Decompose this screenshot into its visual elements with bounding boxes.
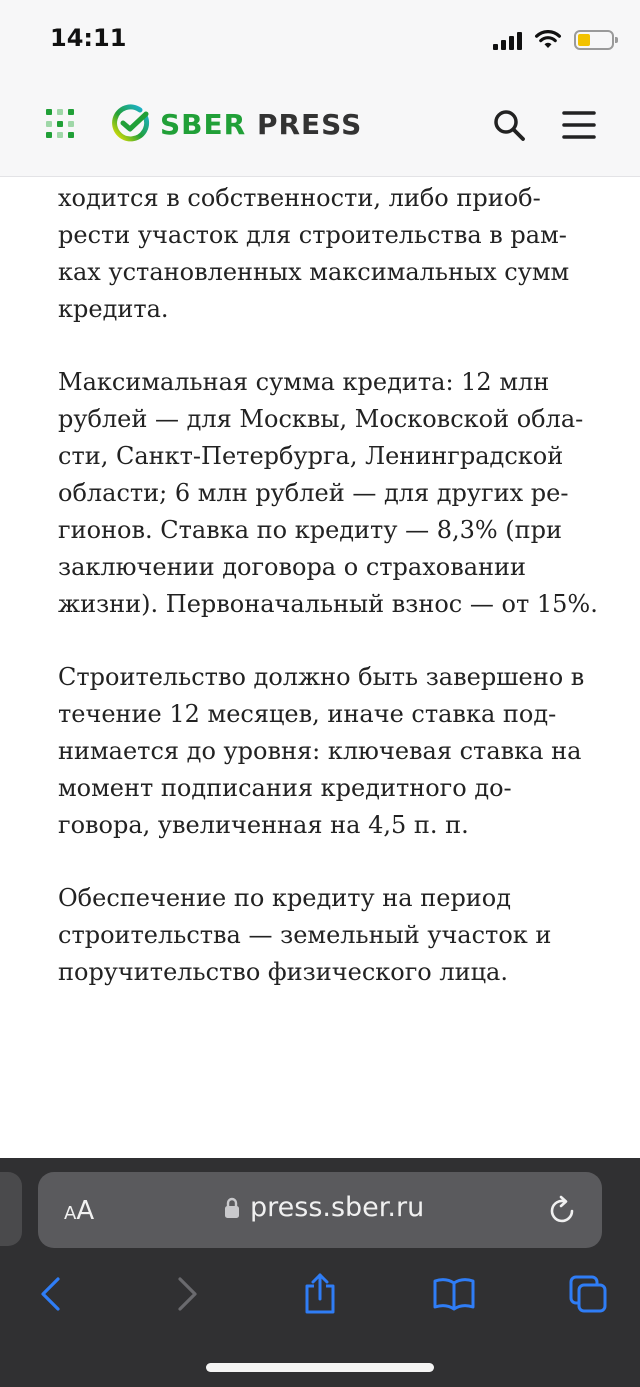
battery-icon xyxy=(574,30,614,50)
share-icon xyxy=(302,1272,338,1316)
cellular-signal-icon xyxy=(493,30,522,50)
home-indicator xyxy=(206,1363,434,1372)
article-paragraph: Обеспечение по кредиту на период строительства — земельный участок и поручительство физического лица. xyxy=(58,884,552,986)
address-bar[interactable] xyxy=(38,1172,602,1248)
bookmarks-button[interactable] xyxy=(426,1266,482,1322)
status-time: 14:11 xyxy=(50,24,127,52)
logo-text: SBER PRESS xyxy=(160,107,363,141)
wifi-icon xyxy=(534,30,562,50)
apps-grid-icon[interactable] xyxy=(46,109,76,139)
site-header xyxy=(0,92,640,158)
browser-nav-row xyxy=(0,1266,640,1322)
sber-check-icon xyxy=(112,104,152,144)
tabs-button[interactable] xyxy=(560,1266,616,1322)
status-indicators xyxy=(493,24,614,56)
share-button[interactable] xyxy=(292,1266,348,1322)
sber-press-logo[interactable] xyxy=(112,104,362,144)
chevron-left-icon xyxy=(38,1276,62,1312)
article-paragraph: ходится в собственности, либо приоб-рести участок для строительства в рам-ках установленных максимальных сумм кредита. xyxy=(58,184,570,323)
url-display[interactable] xyxy=(224,1192,424,1223)
text-size-button[interactable]: AA xyxy=(64,1196,95,1226)
previous-tab-preview[interactable] xyxy=(0,1172,22,1246)
article-paragraph: Максимальная сумма кредита: 12 млн рублей — для Москвы, Московской обла-сти, Санкт-Петербурга, Ленинградской области; 6 млн рублей — для других ре-гионов. Ставка по кредиту — 8,3% (при заключении договора о страховании жизни). Первоначальный взнос — от 15%. xyxy=(58,368,598,618)
back-button[interactable] xyxy=(22,1266,78,1322)
tabs-icon xyxy=(568,1274,608,1314)
book-icon xyxy=(432,1276,476,1312)
url-text: press.sber.ru xyxy=(250,1192,425,1223)
search-icon[interactable] xyxy=(492,108,526,142)
top-bar xyxy=(0,0,640,177)
chevron-right-icon xyxy=(176,1276,200,1312)
article-paragraph: Строительство должно быть завершено в течение 12 месяцев, иначе ставка под-нимается до уровня: ключевая ставка на момент подписания кредитного до-говора, увеличенная на 4,5 п. п. xyxy=(58,663,585,839)
hamburger-menu-icon[interactable] xyxy=(562,110,596,140)
article-body xyxy=(58,180,598,1027)
lock-icon xyxy=(224,1197,240,1219)
forward-button[interactable] xyxy=(160,1266,216,1322)
reload-icon[interactable] xyxy=(546,1194,578,1226)
